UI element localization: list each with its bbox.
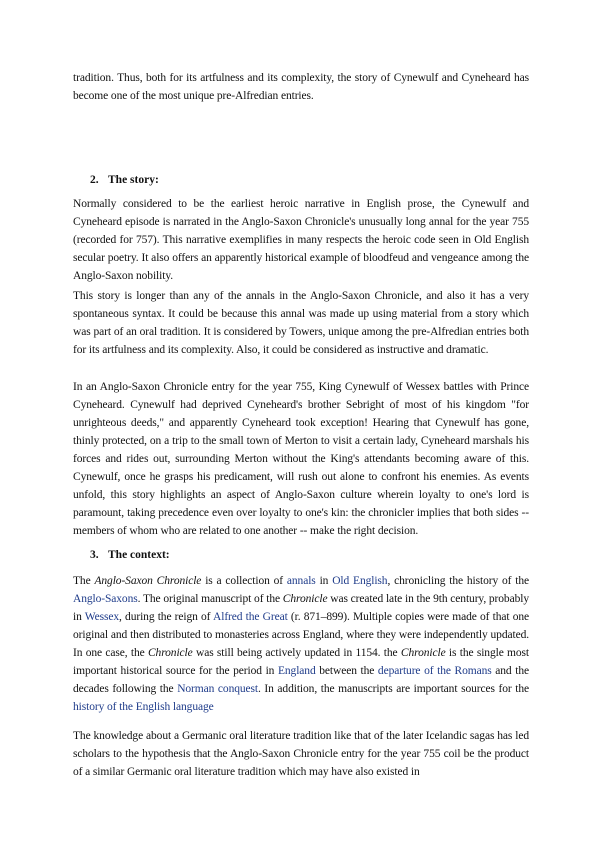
story-p2-text: This story is longer than any of the annals in the Anglo-Saxon Chronicle, and also it has a very spontaneous syntax. It could be because this annal was made up using material from a story which was part of an oral tradition. It is considered by Towers, unique among the pre-Alfredian entries both for its artfulness and its complexity. Also, it could be considered as instructive and dramatic. bbox=[73, 290, 529, 356]
intro-paragraph bbox=[73, 69, 529, 105]
link-wessex[interactable]: Wessex bbox=[84, 611, 120, 623]
section-title: The story: bbox=[108, 174, 159, 186]
story-paragraph-1 bbox=[73, 195, 529, 285]
section-heading-story bbox=[90, 171, 159, 189]
context-paragraph-2 bbox=[73, 727, 529, 781]
link-england[interactable]: England bbox=[277, 665, 316, 677]
section-number: 2. bbox=[90, 174, 99, 186]
context-p2-text: The knowledge about a Germanic oral literature tradition like that of the later Icelandic sagas has led scholars to the hypothesis that the Anglo-Saxon Chronicle entry for the year 755 coil be the product of a similar Germanic oral literature tradition which may have also existed in bbox=[73, 730, 529, 778]
link-norman-conquest[interactable]: Norman conquest bbox=[177, 683, 258, 695]
story-p3-text: In an Anglo-Saxon Chronicle entry for the year 755, King Cynewulf of Wessex battles with Prince Cyneheard. Cynewulf had deprived Cyneheard's brother Sebright of most of his kingdom "for unrighteous deeds," and apparently Cyneheard took exception! Hearing that Cynewulf has gone, thinly protected, on a trip to the small town of Merton to visit a certain lady, Cyneheard marshals his forces and rides out, surrounding Merton without the King's attendants becoming aware of this. Cynewulf, once he grasps his predicament, will rush out alone to confront his enemies. As events unfold, this story highlights an aspect of Anglo-Saxon culture wherein loyalty to one's lord is paramount, taking precedence even over loyalty to one's kin: the chronicler implies that both sides -- members of whom who are related to one another -- make the right decision. bbox=[73, 381, 529, 537]
chronicle-title: Anglo-Saxon Chronicle bbox=[94, 575, 202, 587]
link-anglo-saxons[interactable]: Anglo-Saxons bbox=[73, 593, 138, 605]
link-old-english[interactable]: Old English bbox=[332, 575, 388, 587]
link-departure-of-romans[interactable]: departure of the Romans bbox=[377, 665, 492, 677]
section-title: The context: bbox=[108, 549, 170, 561]
link-annals[interactable]: annals bbox=[286, 575, 316, 587]
section-number: 3. bbox=[90, 549, 99, 561]
intro-text: tradition. Thus, both for its artfulness and its complexity, the story of Cynewulf and Cyneheard has become one of the most unique pre-Alfredian entries. bbox=[73, 72, 529, 102]
story-paragraph-2 bbox=[73, 287, 529, 359]
link-history-of-english[interactable]: history of the English language bbox=[73, 701, 214, 713]
story-paragraph-3 bbox=[73, 378, 529, 540]
context-paragraph-1 bbox=[73, 572, 529, 716]
story-p1-text: Normally considered to be the earliest heroic narrative in English prose, the Cynewulf and Cyneheard episode is narrated in the Anglo-Saxon Chronicle's unusually long annal for the year 755 (recorded for 757). This narrative exemplifies in many respects the heroic code seen in Old English secular poetry. It also offers an apparently historical example of bloodfeud and vengeance among the Anglo-Saxon nobility. bbox=[73, 198, 529, 282]
link-alfred-the-great[interactable]: Alfred the Great bbox=[213, 611, 288, 623]
context-p1-text: The Anglo-Saxon Chronicle is a collection of annals in Old English, chronicling the history of the Anglo-Saxons. The original manuscript of the Chronicle was created late in the 9th century, probably in Wessex, during the reign of Alfred the Great (r. 871–899). Multiple copies were made of that one original and then distributed to monasteries across England, where they were independently updated. In one case, the Chronicle was still being actively updated in 1154. the Chronicle is the single most important historical source for the period in England between the departure of the Romans and the decades following the Norman conquest. In addition, the manuscripts are important sources for the history of the English language bbox=[73, 575, 530, 713]
section-heading-context bbox=[90, 546, 170, 564]
